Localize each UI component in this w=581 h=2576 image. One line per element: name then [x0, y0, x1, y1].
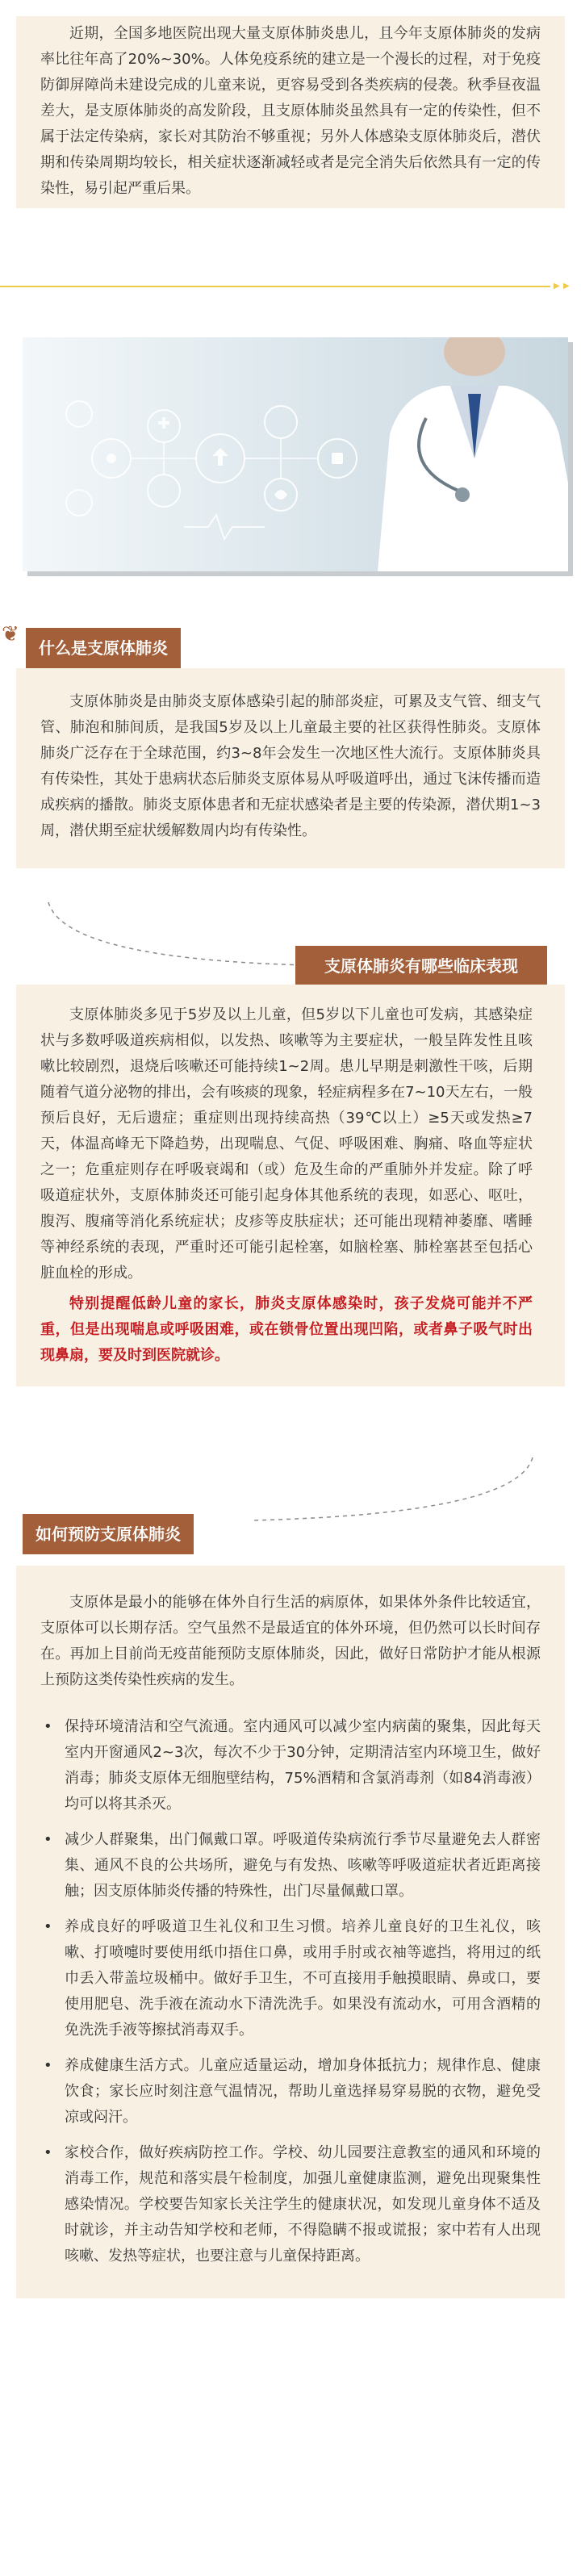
list-item: • 减少人群聚集，出门佩戴口罩。呼吸道传染病流行季节尽量避免去人群密集、通风不良的公共场所，避免与有发热、咳嗽等呼吸道症状者近距离接触；因支原体肺炎传播的特殊性，出门尽量佩戴口罩。 — [65, 1827, 541, 1905]
arrow-right-icon: ▶ — [563, 282, 570, 291]
medical-icons-illustration — [23, 337, 568, 571]
prevention-paragraph: 支原体是最小的能够在体外自行生活的病原体，如果体外条件比较适宜，支原体可以长期存活。空气虽然不是最适宜的体外环境，但仍然可以长时间存在。再加上目前尚无疫苗能预防支原体肺炎，因此，做好日常防护才能从根源上预防这类传染性疾病的发生。 — [40, 1594, 541, 1688]
list-item: • 家校合作，做好疾病防控工作。学校、幼儿园要注意教室的通风和环境的消毒工作，规范和落实晨午检制度，加强儿童健康监测，避免出现聚集性感染情况。学校要告知家长关注学生的健康状况，如发现儿童身体不适及时就诊，并主动告知学校和老师，不得隐瞒不报或谎报；家中若有人出现咳嗽、发热等症状，也要注意与儿童保持距离。 — [65, 2140, 541, 2269]
what-is-paragraph: 支原体肺炎是由肺炎支原体感染引起的肺部炎症，可累及支气管、细支气管、肺泡和肺间质，是我国5岁及以上儿童最主要的社区获得性肺炎。支原体肺炎广泛存在于全球范围，约3~8年会发生一次地区性大流行。支原体肺炎具有传染性，其处于患病状态后肺炎支原体易从呼吸道呼出，通过飞沫传播而造成疾病的播散。肺炎支原体患者和无症状感染者是主要的传染源，潜伏期1~3周，潜伏期至症状缓解数周内均有传染性。 — [40, 693, 541, 839]
doctor-figure — [378, 337, 568, 571]
symptoms-paragraph: 支原体肺炎多见于5岁及以上儿童，但5岁以下儿童也可发病，其感染症状与多数呼吸道疾病相似，以发热、咳嗽等为主要症状，一般呈阵发性且咳嗽比较剧烈，退烧后咳嗽还可能持续1~2周。患儿早期是刺激性干咳，后期随着气道分泌物的排出，会有咳痰的现象，轻症病程多在7~10天左右，一般预后良好，无后遗症；重症则出现持续高热（39℃以上）≥5天或发热≥7天，体温高峰无下降趋势，出现喘息、气促、呼吸困难、胸痛、咯血等症状之一；危重症则存在呼吸衰竭和（或）危及生命的严重肺外并发症。除了呼吸道症状外，支原体肺炎还可能引起身体其他系统的表现，如恶心、呕吐，腹泻、腹痛等消化系统症状；皮疹等皮肤症状；还可能出现精神萎靡、嗜睡等神经系统的表现，严重时还可能引起栓塞，如脑栓塞、肺栓塞甚至包括心脏血栓的形成。 — [40, 1006, 533, 1282]
hero-image — [23, 337, 568, 571]
prevention-card — [16, 1566, 565, 2298]
section-title-symptoms: 支原体肺炎有哪些临床表现 — [295, 946, 547, 986]
list-item: • 养成良好的呼吸道卫生礼仪和卫生习惯。培养儿童良好的卫生礼仪，咳嗽、打喷嚏时要使用纸巾捂住口鼻，或用手肘或衣袖等遮挡，将用过的纸巾丢入带盖垃圾桶中。做好手卫生，不可直接用手触摸眼睛、鼻或口，要使用肥皂、洗手液在流动水下清洗洗手。如果没有流动水，可用含酒精的免洗洗手液等擦拭消毒双手。 — [65, 1914, 541, 2043]
divider-line — [0, 286, 550, 287]
section-divider — [0, 284, 575, 289]
arrow-right-icon: ▶ — [554, 282, 560, 291]
dashed-connector — [32, 902, 323, 967]
section-title-prevention: 如何预防支原体肺炎 — [23, 1514, 194, 1554]
dashed-connector — [242, 1457, 549, 1522]
warning-paragraph: 特别提醒低龄儿童的家长，肺炎支原体感染时，孩子发烧可能并不严重，但是出现喘息或呼吸困难，或在锁骨位置出现凹陷，或者鼻子吸气时出现鼻扇，要及时到医院就诊。 — [40, 1295, 533, 1364]
symptoms-card — [16, 985, 565, 1386]
intro-card — [16, 16, 565, 208]
intro-paragraph: 近期，全国多地医院出现大量支原体肺炎患儿，且今年支原体肺炎的发病率比往年高了20%~30%。人体免疫系统的建立是一个漫长的过程，对于免疫防御屏障尚未建设完成的儿童来说，更容易受到各类疾病的侵袭。秋季昼夜温差大，是支原体肺炎的高发阶段，且支原体肺炎虽然具有一定的传染性，但不属于法定传染病，家长对其防治不够重视；另外人体感染支原体肺炎后，潜伏期和传染周期均较长，相关症状逐渐减轻或者是完全消失后依然具有一定的传染性，易引起严重后果。 — [40, 25, 541, 197]
leaf-icon: ❦ — [2, 622, 19, 646]
section-title-what-is: 什么是支原体肺炎 — [26, 628, 181, 668]
list-item: • 保持环境清洁和空气流通。室内通风可以减少室内病菌的聚集，因此每天室内开窗通风2~3次，每次不少于30分钟，定期清洁室内环境卫生，做好消毒；肺炎支原体无细胞壁结构，75%酒精和含氯消毒剂（如84消毒液）均可以将其杀灭。 — [65, 1714, 541, 1817]
what-is-card — [16, 668, 565, 868]
prevention-list — [40, 1714, 541, 2269]
list-item: • 养成健康生活方式。儿童应适量运动，增加身体抵抗力；规律作息、健康饮食；家长应时刻注意气温情况，帮助儿童选择易穿易脱的衣物，避免受凉或闷汗。 — [65, 2053, 541, 2131]
